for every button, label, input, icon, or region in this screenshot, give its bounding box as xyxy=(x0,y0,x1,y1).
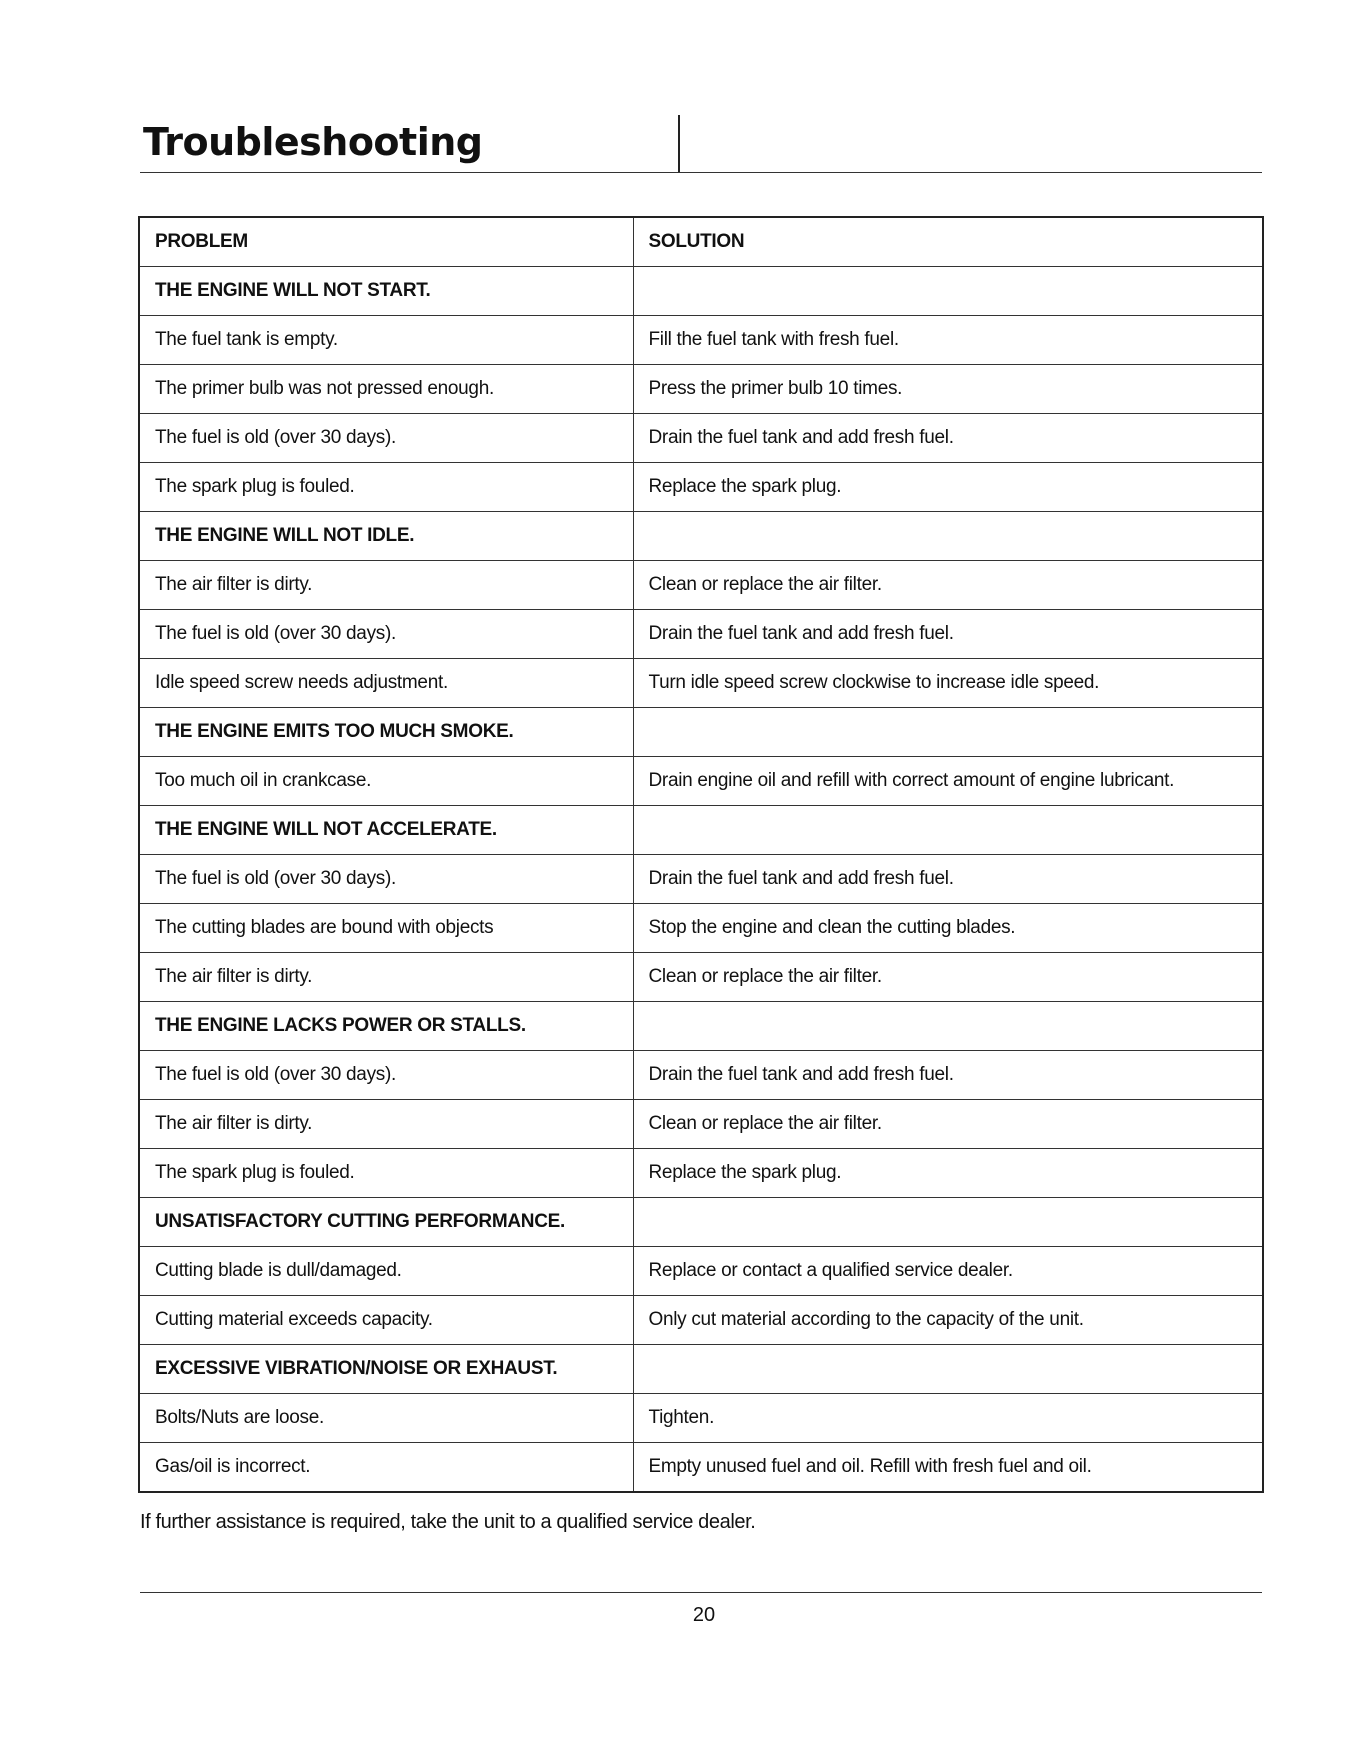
table-header-row xyxy=(139,217,1263,267)
problem-cell: The fuel is old (over 30 days). xyxy=(139,414,633,463)
problem-column-header: PROBLEM xyxy=(139,217,633,267)
table-body xyxy=(139,267,1263,1493)
table-row xyxy=(139,561,1263,610)
problem-category-row xyxy=(139,1345,1263,1394)
table-row xyxy=(139,1100,1263,1149)
solution-cell xyxy=(633,1002,1263,1051)
solution-cell xyxy=(633,708,1263,757)
table-row xyxy=(139,1149,1263,1198)
problem-cell: Too much oil in crankcase. xyxy=(139,757,633,806)
solution-cell xyxy=(633,1345,1263,1394)
problem-category-row xyxy=(139,512,1263,561)
solution-cell xyxy=(633,267,1263,316)
table-row xyxy=(139,365,1263,414)
problem-cell: The fuel is old (over 30 days). xyxy=(139,855,633,904)
problem-category-cell: EXCESSIVE VIBRATION/NOISE OR EXHAUST. xyxy=(139,1345,633,1394)
problem-category-cell: UNSATISFACTORY CUTTING PERFORMANCE. xyxy=(139,1198,633,1247)
table-row xyxy=(139,610,1263,659)
problem-cell: The spark plug is fouled. xyxy=(139,463,633,512)
problem-cell: Gas/oil is incorrect. xyxy=(139,1443,633,1493)
table-row xyxy=(139,757,1263,806)
table-row xyxy=(139,1296,1263,1345)
solution-cell: Press the primer bulb 10 times. xyxy=(633,365,1263,414)
problem-cell: The fuel tank is empty. xyxy=(139,316,633,365)
problem-category-row xyxy=(139,267,1263,316)
problem-category-cell: THE ENGINE LACKS POWER OR STALLS. xyxy=(139,1002,633,1051)
problem-cell: The cutting blades are bound with objects xyxy=(139,904,633,953)
problem-category-cell: THE ENGINE WILL NOT START. xyxy=(139,267,633,316)
footer-rule xyxy=(140,1592,1262,1593)
problem-cell: The fuel is old (over 30 days). xyxy=(139,610,633,659)
solution-cell: Replace or contact a qualified service dealer. xyxy=(633,1247,1263,1296)
solution-cell: Stop the engine and clean the cutting blades. xyxy=(633,904,1263,953)
problem-cell: The air filter is dirty. xyxy=(139,953,633,1002)
solution-cell: Drain the fuel tank and add fresh fuel. xyxy=(633,610,1263,659)
table-row xyxy=(139,659,1263,708)
problem-cell: Bolts/Nuts are loose. xyxy=(139,1394,633,1443)
solution-cell: Clean or replace the air filter. xyxy=(633,561,1263,610)
table-row xyxy=(139,1443,1263,1493)
title-divider-tick xyxy=(678,115,680,172)
problem-category-row xyxy=(139,1002,1263,1051)
problem-cell: The fuel is old (over 30 days). xyxy=(139,1051,633,1100)
table-row xyxy=(139,953,1263,1002)
problem-cell: The primer bulb was not pressed enough. xyxy=(139,365,633,414)
solution-column-header: SOLUTION xyxy=(633,217,1263,267)
problem-cell: Cutting blade is dull/damaged. xyxy=(139,1247,633,1296)
solution-cell xyxy=(633,512,1263,561)
problem-cell: The spark plug is fouled. xyxy=(139,1149,633,1198)
solution-cell xyxy=(633,1198,1263,1247)
problem-category-row xyxy=(139,1198,1263,1247)
table-row xyxy=(139,414,1263,463)
problem-category-row xyxy=(139,806,1263,855)
table-row xyxy=(139,316,1263,365)
problem-cell: The air filter is dirty. xyxy=(139,561,633,610)
table-row xyxy=(139,463,1263,512)
solution-cell: Drain the fuel tank and add fresh fuel. xyxy=(633,1051,1263,1100)
solution-cell: Drain the fuel tank and add fresh fuel. xyxy=(633,414,1263,463)
problem-category-cell: THE ENGINE WILL NOT ACCELERATE. xyxy=(139,806,633,855)
problem-category-cell: THE ENGINE WILL NOT IDLE. xyxy=(139,512,633,561)
solution-cell: Turn idle speed screw clockwise to increase idle speed. xyxy=(633,659,1263,708)
problem-category-row xyxy=(139,708,1263,757)
table-row xyxy=(139,904,1263,953)
solution-cell xyxy=(633,806,1263,855)
solution-cell: Replace the spark plug. xyxy=(633,1149,1263,1198)
problem-category-cell: THE ENGINE EMITS TOO MUCH SMOKE. xyxy=(139,708,633,757)
solution-cell: Drain the fuel tank and add fresh fuel. xyxy=(633,855,1263,904)
solution-cell: Empty unused fuel and oil. Refill with fresh fuel and oil. xyxy=(633,1443,1263,1493)
assistance-footnote: If further assistance is required, take the unit to a qualified service dealer. xyxy=(140,1511,756,1533)
troubleshooting-table xyxy=(138,216,1264,1493)
table-row xyxy=(139,855,1263,904)
table-row xyxy=(139,1247,1263,1296)
table-row xyxy=(139,1394,1263,1443)
solution-cell: Tighten. xyxy=(633,1394,1263,1443)
solution-cell: Clean or replace the air filter. xyxy=(633,1100,1263,1149)
page-title: Troubleshooting xyxy=(143,120,483,164)
page-number: 20 xyxy=(692,1604,716,1626)
solution-cell: Fill the fuel tank with fresh fuel. xyxy=(633,316,1263,365)
problem-cell: Idle speed screw needs adjustment. xyxy=(139,659,633,708)
solution-cell: Drain engine oil and refill with correct amount of engine lubricant. xyxy=(633,757,1263,806)
solution-cell: Only cut material according to the capacity of the unit. xyxy=(633,1296,1263,1345)
title-rule xyxy=(140,172,1262,173)
problem-cell: The air filter is dirty. xyxy=(139,1100,633,1149)
solution-cell: Clean or replace the air filter. xyxy=(633,953,1263,1002)
table-row xyxy=(139,1051,1263,1100)
troubleshooting-table-wrapper xyxy=(138,216,1262,1493)
problem-cell: Cutting material exceeds capacity. xyxy=(139,1296,633,1345)
solution-cell: Replace the spark plug. xyxy=(633,463,1263,512)
